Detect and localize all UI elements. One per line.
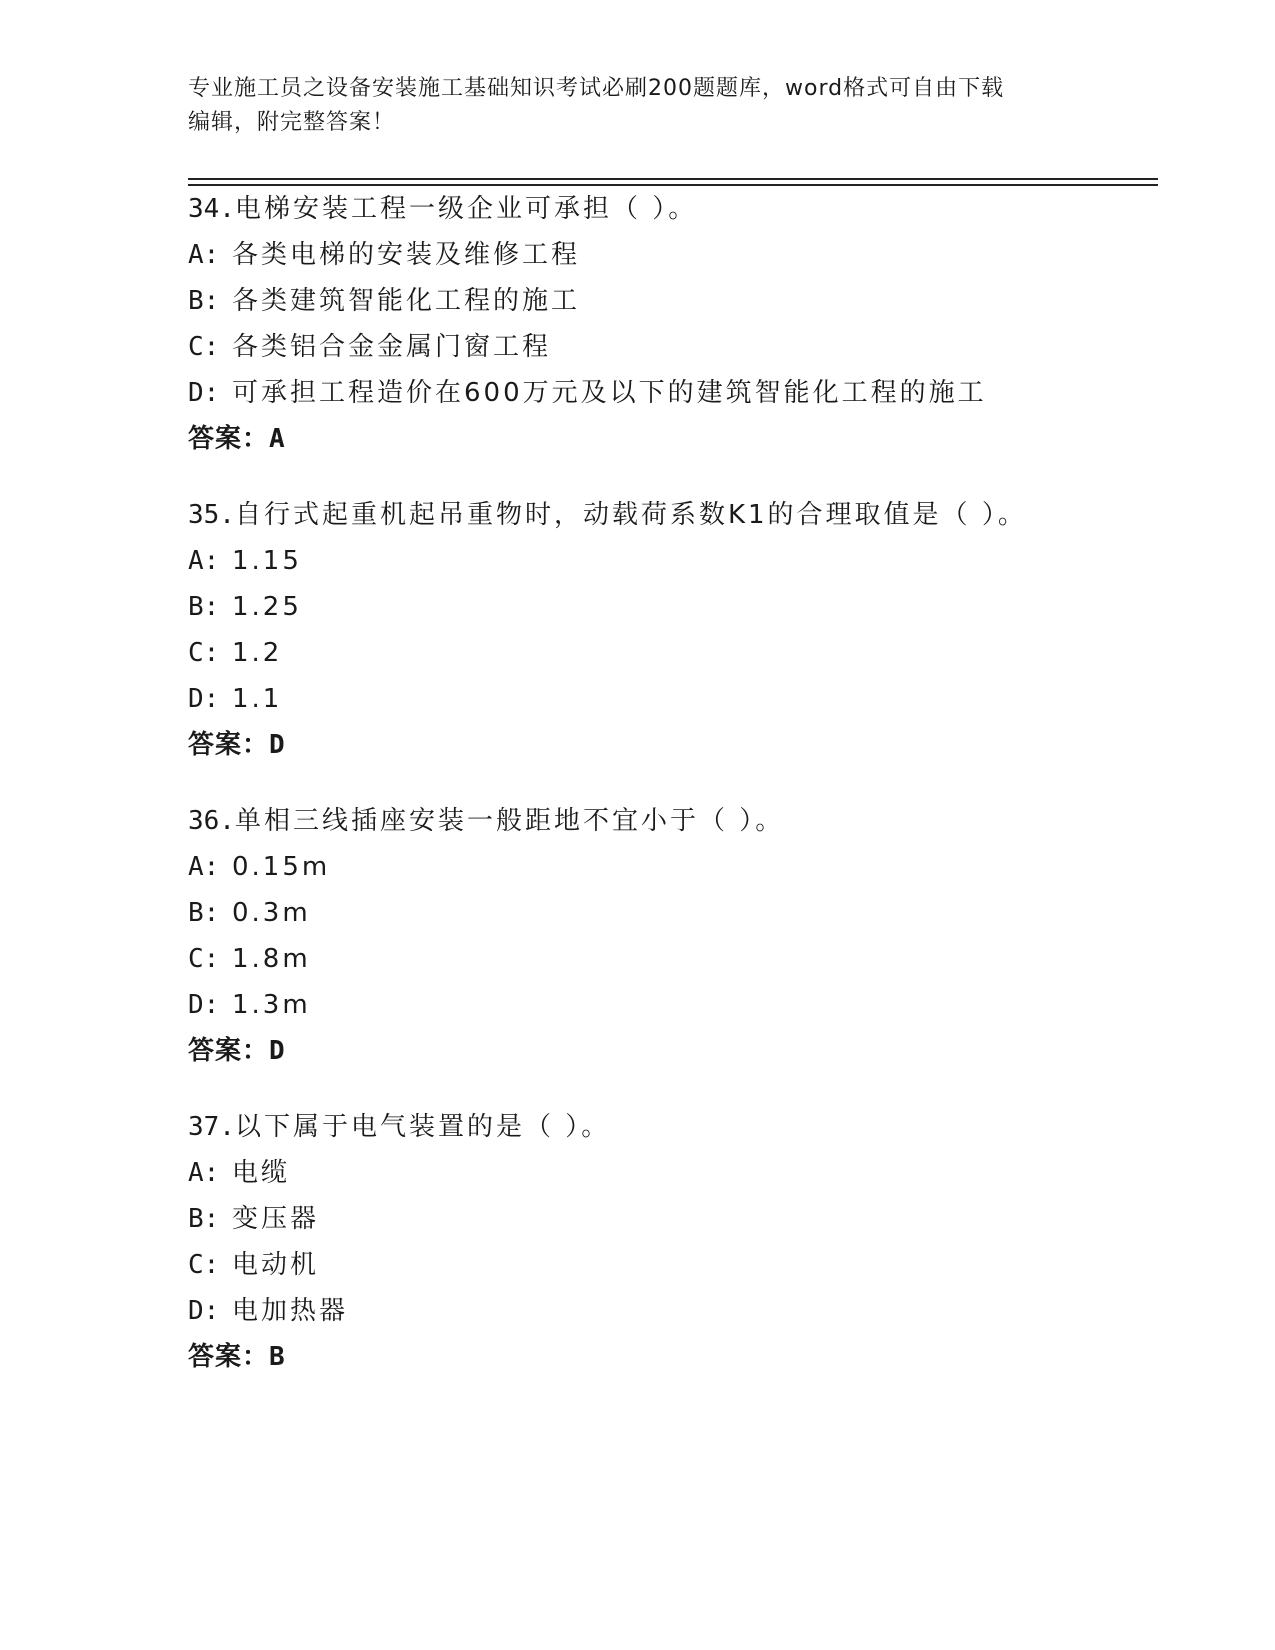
- option-letter: D:: [188, 1296, 220, 1326]
- option-c: [188, 936, 1148, 982]
- answer-line: [188, 416, 1148, 462]
- answer-label: 答案：: [188, 1342, 270, 1372]
- option-b: [188, 584, 1148, 630]
- option-letter: C:: [188, 638, 220, 668]
- question-text: 自行式起重机起吊重物时，动载荷系数K1的合理取值是（ ）。: [234, 500, 1027, 530]
- answer-label: 答案：: [188, 730, 270, 760]
- option-letter: A:: [188, 852, 220, 882]
- option-letter: B:: [188, 592, 220, 622]
- option-d: [188, 370, 1148, 416]
- option-letter: B:: [188, 286, 220, 316]
- question-number: 36.: [188, 806, 235, 836]
- header-line-2: 编辑，附完整答案！: [188, 110, 396, 135]
- option-c: [188, 630, 1148, 676]
- question-36: [188, 798, 1148, 1074]
- option-text: 各类电梯的安装及维修工程: [232, 240, 581, 270]
- option-text: 电缆: [232, 1158, 291, 1188]
- answer-value: D: [269, 730, 286, 760]
- answer-value: D: [269, 1036, 286, 1066]
- option-d: [188, 1288, 1148, 1334]
- question-text: 以下属于电气装置的是（ ）。: [234, 1112, 611, 1142]
- header-divider-top: [188, 178, 1158, 180]
- option-text: 可承担工程造价在600万元及以下的建筑智能化工程的施工: [232, 378, 987, 408]
- option-text: 0.3m: [232, 898, 311, 928]
- answer-line: [188, 722, 1148, 768]
- answer-label: 答案：: [188, 1036, 270, 1066]
- option-letter: D:: [188, 990, 220, 1020]
- option-d: [188, 676, 1148, 722]
- option-letter: C:: [188, 1250, 220, 1280]
- option-letter: D:: [188, 378, 220, 408]
- option-letter: A:: [188, 240, 220, 270]
- answer-value: A: [269, 424, 286, 454]
- option-letter: B:: [188, 898, 220, 928]
- document-header: [188, 72, 1088, 140]
- option-text: 1.25: [232, 592, 302, 622]
- option-a: [188, 538, 1148, 584]
- question-34: [188, 186, 1148, 462]
- option-text: 电动机: [232, 1250, 320, 1280]
- question-number: 35.: [188, 500, 235, 530]
- option-letter: C:: [188, 944, 220, 974]
- answer-value: B: [269, 1342, 286, 1372]
- option-text: 1.2: [232, 638, 283, 668]
- question-stem: [188, 798, 1148, 844]
- question-number: 37.: [188, 1112, 235, 1142]
- option-text: 各类铝合金金属门窗工程: [232, 332, 552, 362]
- option-text: 1.1: [232, 684, 283, 714]
- question-37: [188, 1104, 1148, 1380]
- header-line-1: 专业施工员之设备安装施工基础知识考试必刷200题题库，word格式可自由下载: [188, 76, 1005, 101]
- question-35: [188, 492, 1148, 768]
- answer-label: 答案：: [188, 424, 270, 454]
- option-b: [188, 890, 1148, 936]
- question-stem: [188, 492, 1148, 538]
- answer-line: [188, 1028, 1148, 1074]
- option-text: 0.15m: [232, 852, 331, 882]
- option-letter: C:: [188, 332, 220, 362]
- question-text: 电梯安装工程一级企业可承担（ ）。: [234, 194, 698, 224]
- question-stem: [188, 186, 1148, 232]
- option-text: 1.3m: [232, 990, 311, 1020]
- option-b: [188, 1196, 1148, 1242]
- option-d: [188, 982, 1148, 1028]
- option-letter: A:: [188, 546, 220, 576]
- option-a: [188, 1150, 1148, 1196]
- question-number: 34.: [188, 194, 235, 224]
- option-text: 各类建筑智能化工程的施工: [232, 286, 581, 316]
- option-letter: D:: [188, 684, 220, 714]
- option-letter: B:: [188, 1204, 220, 1234]
- option-a: [188, 232, 1148, 278]
- option-a: [188, 844, 1148, 890]
- option-letter: A:: [188, 1158, 220, 1188]
- option-text: 1.15: [232, 546, 302, 576]
- question-text: 单相三线插座安装一般距地不宜小于（ ）。: [234, 806, 785, 836]
- option-b: [188, 278, 1148, 324]
- option-text: 电加热器: [232, 1296, 349, 1326]
- option-text: 变压器: [232, 1204, 320, 1234]
- answer-line: [188, 1334, 1148, 1380]
- question-stem: [188, 1104, 1148, 1150]
- option-c: [188, 1242, 1148, 1288]
- option-c: [188, 324, 1148, 370]
- option-text: 1.8m: [232, 944, 311, 974]
